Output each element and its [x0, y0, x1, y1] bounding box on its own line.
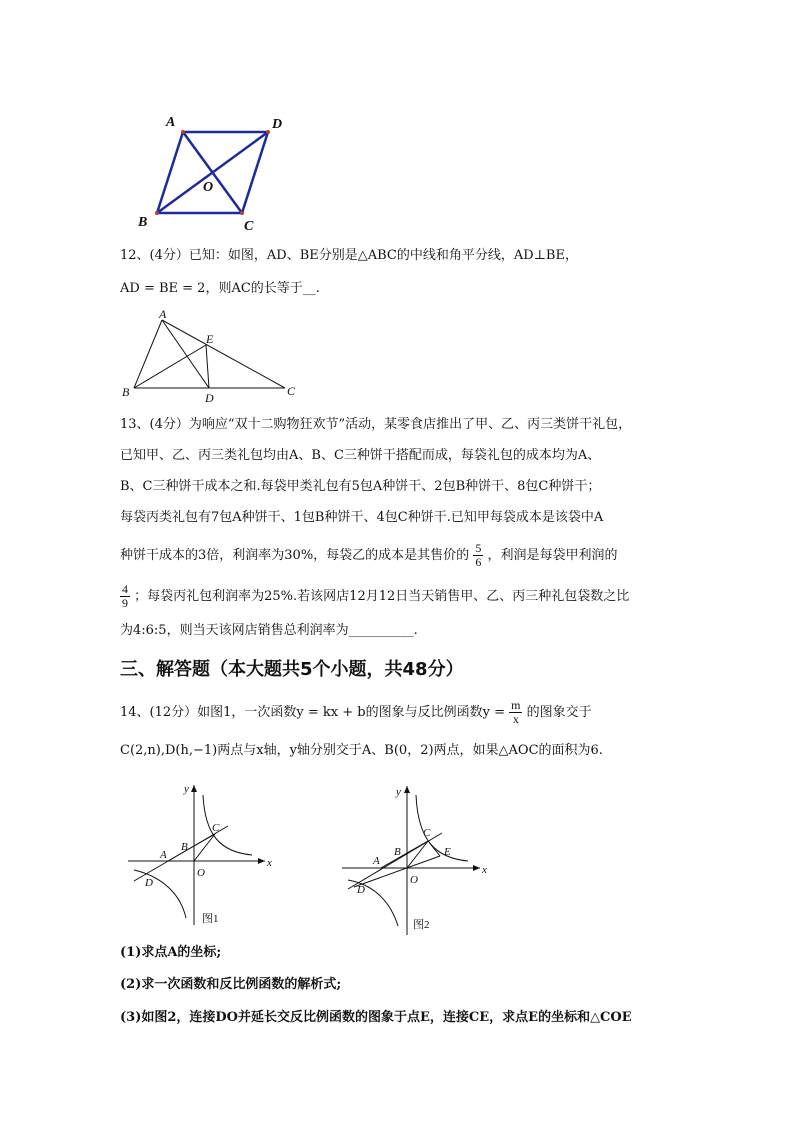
fraction-5-6-den: 6	[475, 555, 482, 569]
label-d: D	[272, 117, 283, 132]
fig1-caption: 图1	[202, 913, 219, 925]
q14-sub3: (3)如图2，连接DO并延长交反比例函数的图象于点E，连接CE，求点E的坐标和△COE	[120, 1010, 632, 1025]
q14-line1-b: 的图象交于	[526, 705, 592, 720]
fig2-label-c: C	[423, 827, 431, 839]
fig1-label-o: O	[197, 867, 205, 879]
q13-line3: B、C三种饼干成本之和.每袋甲类礼包有5包A种饼干、2包B种饼干、8包C种饼干；	[120, 479, 601, 494]
fig2-label-a: A	[373, 855, 380, 867]
fig2-label-b: B	[394, 846, 401, 858]
fig1-label-d: D	[145, 877, 153, 889]
q14-sub2: (2)求一次函数和反比例函数的解析式;	[120, 977, 342, 992]
fig2-label-o: O	[410, 874, 418, 886]
tri-label-a: A	[159, 307, 167, 321]
q14-line2: C(2,n),D(h,−1)两点与x轴，y轴分别交于A、B(0，2)两点，如果△AOC的面积为6.	[120, 743, 603, 758]
q13-line6-text: ；每袋丙礼包利润率为25%.若该网店12月12日当天销售甲、乙、丙三种礼包袋数之比	[134, 589, 630, 604]
label-b: B	[138, 215, 148, 230]
fraction-m-x-den: x	[512, 712, 519, 726]
fraction-4-9-num: 4	[122, 582, 128, 596]
label-o: O	[203, 180, 214, 195]
q14-line1-a: 14、(12分）如图1，一次函数y = kx + b的图象与反比例函数y =	[120, 705, 505, 720]
q14-sub1: (1)求点A的坐标;	[120, 945, 222, 960]
tri-label-d: D	[205, 391, 214, 405]
fraction-m-x-num: m	[511, 698, 521, 712]
q13-line7: 为4:6:5，则当天该网店销售总利润率为__________.	[120, 623, 418, 638]
fraction-5-6-num: 5	[475, 541, 482, 555]
q13-line5-text: 种饼干成本的3倍，利润率为30%，每袋乙的成本是其售价的	[120, 548, 470, 563]
q13-line4: 每袋丙类礼包有7包A种饼干、1包B种饼干、4包C种饼干.已知甲每袋成本是该袋中A	[120, 510, 604, 525]
fraction-4-9-den: 9	[122, 596, 128, 610]
fig1-label-y: y	[184, 783, 189, 795]
tri-label-c: C	[287, 384, 296, 398]
fig2-segment-ce	[428, 841, 440, 856]
q13-line5-tail: ，利润是每袋甲利润的	[487, 548, 618, 563]
fig2-segment-de	[354, 856, 440, 887]
fig2-label-d: D	[357, 884, 365, 896]
section-heading: 三、解答题（本大题共5个小题，共48分）	[120, 659, 464, 680]
tri-label-e: E	[206, 332, 214, 346]
q12-line1: 12、(4分）已知：如图，AD、BE分别是△ABC的中线和角平分线，AD⊥BE，	[120, 248, 578, 263]
q13-line2: 已知甲、乙、丙三类礼包均由A、B、C三种饼干搭配而成，每袋礼包的成本均为A、	[120, 448, 601, 463]
fig1-label-c: C	[212, 822, 220, 834]
fig1-label-b: B	[181, 841, 188, 853]
q12-line2: AD = BE = 2，则AC的长等于__.	[120, 281, 320, 296]
fig1-label-a: A	[160, 849, 167, 861]
fig2-caption: 图2	[413, 919, 430, 931]
label-c: C	[244, 219, 254, 234]
fig2-segment-ac	[381, 841, 428, 868]
fig2-label-y: y	[396, 786, 401, 798]
fig1-label-x: x	[267, 857, 272, 869]
fig2-label-x: x	[482, 864, 487, 876]
label-a: A	[166, 115, 176, 130]
fig2-label-e: E	[444, 846, 451, 858]
tri-label-b: B	[122, 385, 130, 399]
q13-line1: 13、(4分）为响应“双十二购物狂欢节”活动，某零食店推出了甲、乙、丙三类饼干礼包，	[120, 417, 632, 432]
